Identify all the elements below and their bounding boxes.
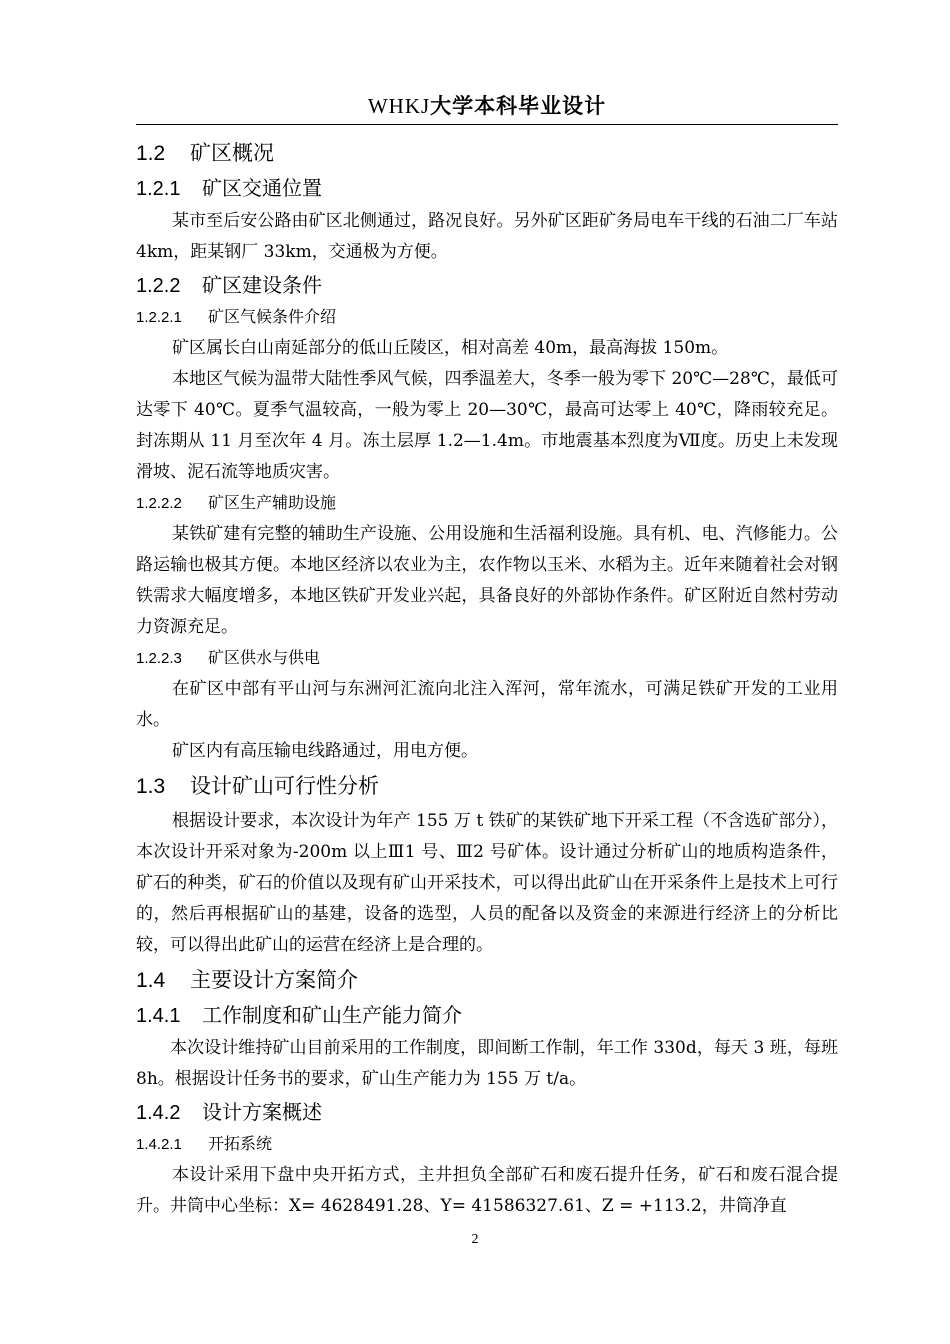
heading-1-2-1 xyxy=(136,173,838,204)
paragraph: 在矿区中部有平山河与东洲河汇流向北注入浑河，常年流水，可满足铁矿开发的工业用水。 xyxy=(136,679,838,730)
paragraph: 根据设计要求，本次设计为年产 155 万 t 铁矿的某铁矿地下开采工程（不含选矿部分），本次设计开采对象为-200m 以上Ⅲ1 号、Ⅲ2 号矿体。设计通过分析矿山的地质构造条件，矿石的种类，矿石的价值以及现有矿山开采技术，可以得出此矿山在开采条件上是技术上可行的，然后再根据矿山的基建，设备的选型，人员的配备以及资金的来源进行经济上的分析比较，可以得出此矿山的运营在经济上是合理的。 xyxy=(136,811,838,955)
running-header xyxy=(136,92,838,120)
section-title: 设计方案概述 xyxy=(202,1100,322,1124)
heading-1-4-2-1 xyxy=(136,1130,838,1159)
header-latin: WHKJ xyxy=(367,94,431,118)
section-title: 开拓系统 xyxy=(208,1134,273,1153)
section-title: 设计矿山可行性分析 xyxy=(190,774,379,798)
heading-1-4-1 xyxy=(136,1000,838,1031)
heading-1-2-2-3 xyxy=(136,644,838,673)
header-title: 大学本科毕业设计 xyxy=(430,94,607,118)
section-number: 1.4 xyxy=(136,969,166,992)
section-number: 1.2.2.3 xyxy=(136,650,182,667)
heading-1-2 xyxy=(136,138,838,169)
section-title: 矿区建设条件 xyxy=(202,273,322,297)
paragraph: 本设计采用下盘中央开拓方式，主井担负全部矿石和废石提升任务，矿石和废石混合提升。井筒中心坐标：X= 4628491.28、Y= 41586327.61、Z = +113.2，井筒净直 xyxy=(136,1165,838,1216)
section-title: 矿区生产辅助设施 xyxy=(208,493,337,512)
paragraph: 矿区内有高压输电线路通过，用电方便。 xyxy=(172,741,478,761)
section-title: 矿区气候条件介绍 xyxy=(208,307,337,326)
page-body xyxy=(136,134,838,1222)
section-title: 矿区概况 xyxy=(190,141,274,165)
section-number: 1.4.1 xyxy=(136,1005,181,1027)
section-number: 1.2.2.1 xyxy=(136,309,182,326)
section-title: 工作制度和矿山生产能力简介 xyxy=(202,1003,462,1027)
section-title: 主要设计方案简介 xyxy=(190,968,358,992)
heading-1-3 xyxy=(136,771,838,802)
header-rule xyxy=(136,124,838,125)
heading-1-2-2-2 xyxy=(136,489,838,518)
heading-1-4-2 xyxy=(136,1097,838,1128)
heading-1-2-2-1 xyxy=(136,303,838,332)
section-title: 矿区交通位置 xyxy=(202,176,322,200)
section-number: 1.2.1 xyxy=(136,178,181,200)
section-number: 1.4.2 xyxy=(136,1102,181,1124)
section-number: 1.2.2 xyxy=(136,275,181,297)
section-number: 1.3 xyxy=(136,775,166,798)
paragraph: 本地区气候为温带大陆性季风气候，四季温差大，冬季一般为零下 20℃—28℃，最低可达零下 40℃。夏季气温较高，一般为零上 20—30℃，最高可达零上 40℃，降雨较充足。封冻期从 11 月至次年 4 月。冻土层厚 1.2—1.4m。市地震基本烈度为Ⅶ度。历史上未发现滑坡、泥石流等地质灾害。 xyxy=(136,369,838,482)
heading-1-2-2 xyxy=(136,270,838,301)
paragraph: 某铁矿建有完整的辅助生产设施、公用设施和生活福利设施。具有机、电、汽修能力。公路运输也极其方便。本地区经济以农业为主，农作物以玉米、水稻为主。近年来随着社会对钢铁需求大幅度增多，本地区铁矿开发业兴起，具备良好的外部协作条件。矿区附近自然村劳动力资源充足。 xyxy=(136,524,838,637)
paragraph: 某市至后安公路由矿区北侧通过，路况良好。另外矿区距矿务局电车干线的石油二厂车站 4km，距某钢厂 33km，交通极为方便。 xyxy=(136,211,838,262)
page-number: 2 xyxy=(471,1232,479,1247)
paragraph: 本次设计维持矿山目前采用的工作制度，即间断工作制，年工作 330d，每天 3 班，每班 8h。根据设计任务书的要求，矿山生产能力为 155 万 t/a。 xyxy=(136,1038,838,1089)
section-title: 矿区供水与供电 xyxy=(208,648,321,667)
paragraph: 矿区属长白山南延部分的低山丘陵区，相对高差 40m，最高海拔 150m。 xyxy=(172,338,729,358)
section-number: 1.4.2.1 xyxy=(136,1136,182,1153)
section-number: 1.2.2.2 xyxy=(136,495,182,512)
heading-1-4 xyxy=(136,965,838,996)
section-number: 1.2 xyxy=(136,142,166,165)
